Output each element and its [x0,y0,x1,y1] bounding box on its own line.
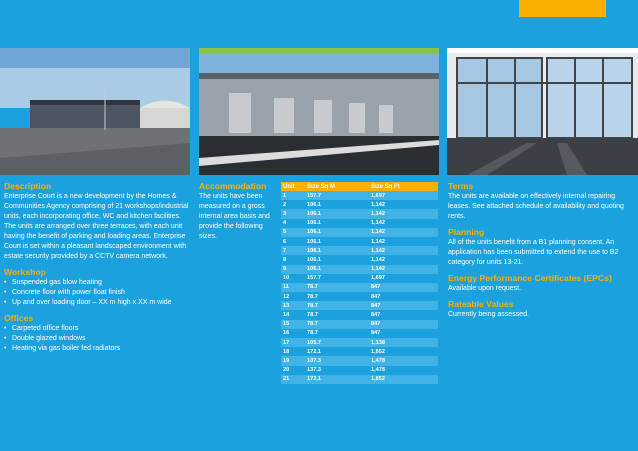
unit-cell: 21 [281,375,305,384]
terms-column [448,181,634,320]
sq-m-cell: 78.7 [307,293,318,300]
epc-text: Available upon request. [448,285,522,292]
sq-ft-cell: 847 [369,320,438,329]
table-row [281,310,438,319]
sq-m-cell: 106.1 [307,220,321,227]
unit-cell: 7 [281,246,305,255]
unit-cell: 9 [281,265,305,274]
list-item: • Double glazed windows [4,334,194,344]
list-item: • Up and over loading door – XX m high x XX m wide [4,298,194,308]
sq-m-cell: 157.7 [307,275,321,282]
table-row [281,292,438,301]
table-row [281,219,438,228]
terms-heading: Terms [448,181,474,191]
table-row [281,237,438,246]
planning-heading: Planning [448,227,485,237]
sq-ft-cell: 847 [369,283,438,292]
unit-cell: 12 [283,293,290,300]
unit-cell: 14 [283,312,290,319]
unit-cell: 6 [283,238,287,245]
sq-ft-cell: 1,142 [371,256,385,263]
photo-industrial-units-terrace [0,48,190,175]
accommodation-column [199,181,277,242]
list-item: • Carpeted office floors [4,324,194,334]
table-row [281,265,438,274]
unit-cell: 8 [283,256,287,263]
sq-ft-cell: 1,142 [371,238,385,245]
sq-m-cell: 137.3 [307,367,321,374]
sq-ft-cell: 1,142 [371,201,385,208]
unit-cell: 11 [281,283,305,292]
sq-m-cell: 78.7 [305,320,369,329]
green-accent-bar [199,48,439,53]
sq-ft-cell: 1,142 [369,246,438,255]
sq-ft-cell: 1,478 [371,367,385,374]
offices-list [4,324,194,354]
accommodation-heading: Accommodation [199,181,267,191]
sq-ft-cell: 1,852 [369,375,438,384]
column-header-sq-ft: Size Sq Ft [369,182,438,191]
sq-m-cell: 78.7 [305,283,369,292]
unit-cell: 5 [281,228,305,237]
sq-ft-cell: 1,142 [369,265,438,274]
unit-cell: 19 [281,356,305,365]
table-row [281,375,438,384]
unit-cell: 17 [281,338,305,347]
description-column [4,181,194,354]
column-header-sq-m: Size Sq M [305,182,369,191]
terms-text: The units are available on effectively internal repairing leases. See attached schedule of availability and quoting rents. [448,193,624,220]
unit-cell: 3 [281,209,305,218]
sq-m-cell: 106.1 [307,256,321,263]
table-row [281,255,438,264]
table-row [281,329,438,338]
unit-cell: 1 [281,191,305,200]
unit-cell: 13 [281,301,305,310]
sq-m-cell: 106.1 [307,201,321,208]
offices-heading: Offices [4,313,34,323]
sq-m-cell: 106.1 [305,246,369,255]
sq-m-cell: 106.1 [305,209,369,218]
table-row [281,366,438,375]
planning-text: All of the units benefit from a B1 planning consent. An application has been submitted to extend the use to B2 category for units 13-21. [448,239,619,266]
table-row [281,228,438,237]
sq-m-cell: 105.7 [305,338,369,347]
unit-cell: 16 [283,330,290,337]
sizes-table-wrapper [281,182,438,384]
sq-ft-cell: 1,478 [369,356,438,365]
sq-m-cell: 172.1 [307,348,321,355]
table-row [281,338,438,347]
sq-m-cell: 106.1 [307,238,321,245]
workshop-heading: Workshop [4,267,46,277]
table-row [281,320,438,329]
table-row [281,200,438,209]
rateable-values-text: Currently being assessed. [448,311,529,318]
corner-tab [519,0,606,17]
column-header-unit: Unit [281,182,305,191]
list-item: • Heating via gas boiler fed radiators [4,344,194,354]
sq-ft-cell: 1,697 [369,191,438,200]
sq-m-cell: 78.7 [305,301,369,310]
table-row [281,301,438,310]
unit-cell: 20 [283,367,290,374]
list-item: • Concrete floor with power float finish [4,288,194,298]
unit-cell: 2 [283,201,287,208]
table-row [281,274,438,283]
unit-cell: 18 [283,348,290,355]
sq-ft-cell: 847 [371,330,381,337]
white-accent-bar [447,48,638,53]
description-heading: Description [4,181,52,191]
table-row [281,347,438,356]
sq-ft-cell: 1,697 [371,275,385,282]
unit-cell: 10 [283,275,290,282]
table-body [281,191,438,384]
sq-m-cell: 172.1 [305,375,369,384]
sq-ft-cell: 1,138 [369,338,438,347]
sq-ft-cell: 847 [369,301,438,310]
photo-industrial-units-loading-doors [199,48,439,175]
workshop-list [4,278,194,308]
sq-ft-cell: 1,142 [369,209,438,218]
sq-m-cell: 78.7 [307,330,318,337]
description-text: Enterprise Court is a new development by the Homes & Communities Agency comprising of 21 workshops/industrial units, each incorporating office, WC and kitchen facilities. The units are arranged over three terraces, with each unit having the benefit of parking and loading areas. Enterprise Court is set within a pleasant landscaped environment with estate security provided by a CCTV camera network. [4,193,189,260]
sq-m-cell: 137.3 [305,356,369,365]
table-row [281,191,438,200]
sq-m-cell: 157.7 [305,191,369,200]
photo-office-interior [447,48,638,175]
sq-m-cell: 78.7 [307,312,318,319]
unit-cell: 15 [281,320,305,329]
table-row [281,356,438,365]
epc-heading: Energy Performance Certificates (EPCs) [448,273,612,283]
sq-ft-cell: 847 [371,312,381,319]
sq-ft-cell: 1,142 [369,228,438,237]
sq-m-cell: 106.1 [305,265,369,274]
table-row [281,283,438,292]
sq-ft-cell: 1,142 [371,220,385,227]
rateable-values-heading: Rateable Values [448,299,514,309]
unit-cell: 4 [283,220,287,227]
sq-ft-cell: 1,852 [371,348,385,355]
table-row [281,209,438,218]
table-row [281,246,438,255]
sq-ft-cell: 847 [371,293,381,300]
accommodation-text: The units have been measured on a gross internal area basis and provide the following sizes. [199,193,270,240]
sq-m-cell: 106.1 [305,228,369,237]
list-item: • Suspended gas blow heating [4,278,194,288]
sizes-table [281,182,438,384]
